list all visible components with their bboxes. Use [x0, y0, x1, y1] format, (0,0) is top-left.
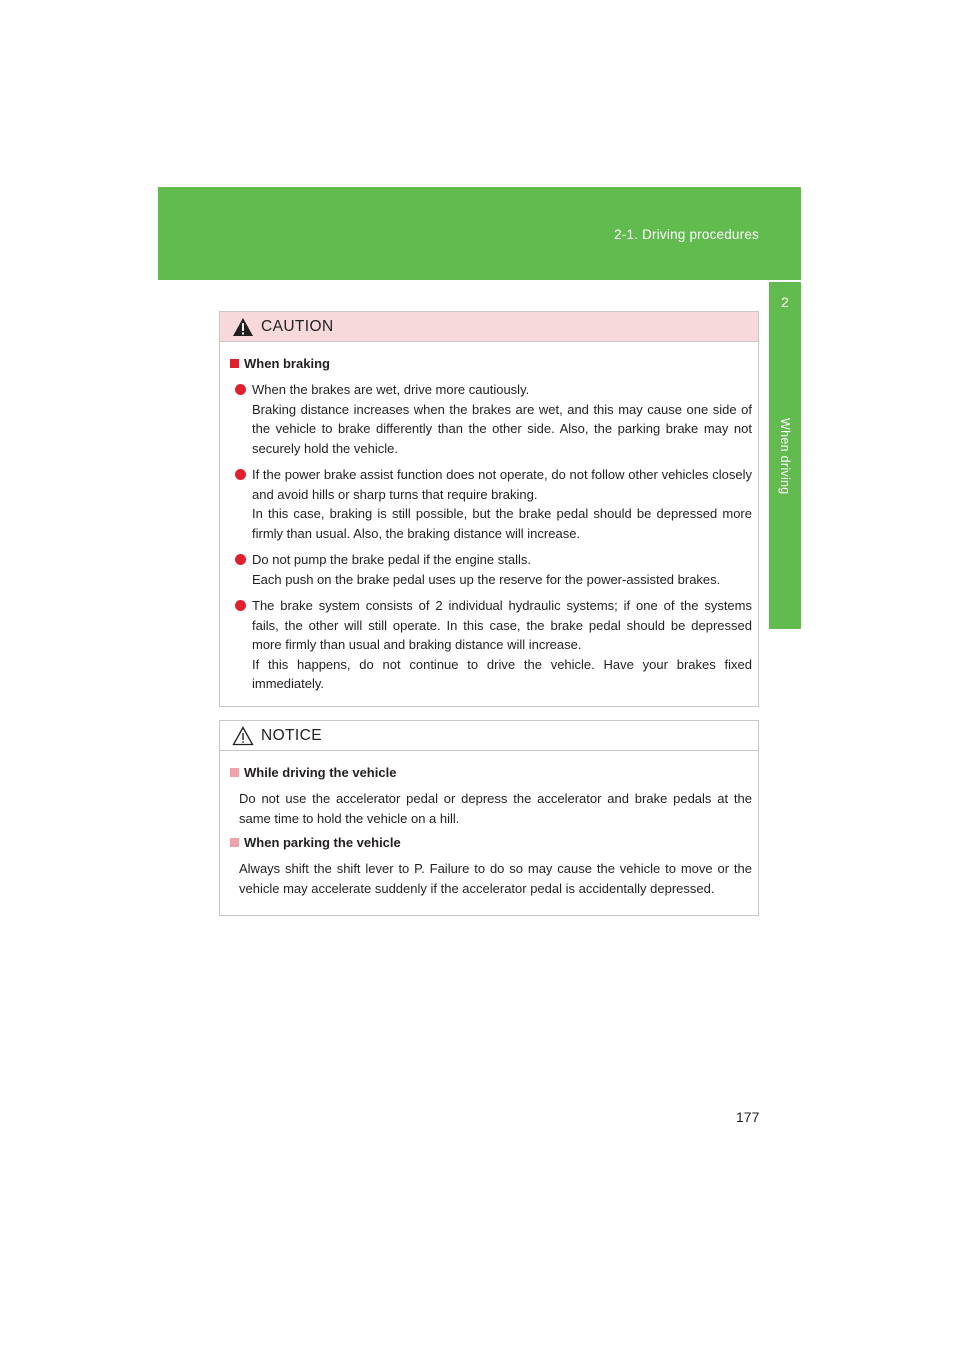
caution-bullet: [230, 465, 752, 543]
round-bullet-icon: [235, 469, 246, 480]
caution-topic-label: When braking: [244, 356, 330, 371]
caution-bullet: [230, 596, 752, 694]
caution-title: CAUTION: [261, 317, 334, 335]
notice-body: [220, 751, 758, 898]
square-bullet-icon: [230, 838, 239, 847]
bullet-lead: When the brakes are wet, drive more cautiously.: [252, 382, 530, 397]
bullet-detail: Braking distance increases when the brakes are wet, and this may cause one side of the vehicle to brake differently than the other side. Also, the parking brake may not securely hold the vehicle.: [252, 401, 752, 456]
round-bullet-icon: [235, 384, 246, 395]
chapter-number: 2: [781, 294, 789, 310]
caution-topic: [230, 356, 752, 371]
notice-topic: [230, 765, 752, 780]
notice-topic: [230, 835, 752, 850]
warning-filled-icon: [232, 317, 254, 337]
page-number: 177: [736, 1109, 760, 1125]
chapter-label: When driving: [778, 418, 792, 495]
notice-header: [220, 721, 758, 751]
bullet-lead: Do not pump the brake pedal if the engine stalls.: [252, 552, 531, 567]
section-title: 2-1. Driving procedures: [614, 227, 759, 242]
header-band: [158, 187, 801, 280]
notice-text: Do not use the accelerator pedal or depress the accelerator and brake pedals at the same time to hold the vehicle on a hill.: [239, 791, 752, 826]
caution-body: [220, 342, 758, 694]
notice-topic-label: While driving the vehicle: [244, 765, 397, 780]
notice-box: [219, 720, 759, 916]
caution-header: [220, 312, 758, 342]
round-bullet-icon: [235, 554, 246, 565]
caution-box: [219, 311, 759, 707]
square-bullet-icon: [230, 768, 239, 777]
notice-topic-label: When parking the vehicle: [244, 835, 401, 850]
chapter-side-tab: [769, 282, 801, 629]
caution-bullet: [230, 380, 752, 458]
bullet-detail: Each push on the brake pedal uses up the reserve for the power-assisted brakes.: [252, 571, 721, 587]
notice-text: Always shift the shift lever to P. Failure to do so may cause the vehicle to move or the vehicle may accelerate suddenly if the accelerator pedal is accidentally depressed.: [239, 861, 752, 896]
caution-bullet: [230, 550, 752, 589]
round-bullet-icon: [235, 600, 246, 611]
bullet-detail: If this happens, do not continue to drive the vehicle. Have your brakes fixed immediately.: [252, 656, 752, 691]
square-bullet-icon: [230, 359, 239, 368]
bullet-detail: In this case, braking is still possible, but the brake pedal should be depressed more firmly than usual. Also, the braking distance will increase.: [252, 506, 752, 541]
bullet-lead: If the power brake assist function does not operate, do not follow other vehicles closely and avoid hills or sharp turns that require braking.: [252, 467, 752, 502]
bullet-lead: The brake system consists of 2 individual hydraulic systems; if one of the systems fails, the other will still operate. In this case, the brake pedal should be depressed more firmly than usual and braking distance will increase.: [252, 598, 752, 652]
notice-title: NOTICE: [261, 726, 322, 744]
warning-outline-icon: [232, 726, 254, 746]
